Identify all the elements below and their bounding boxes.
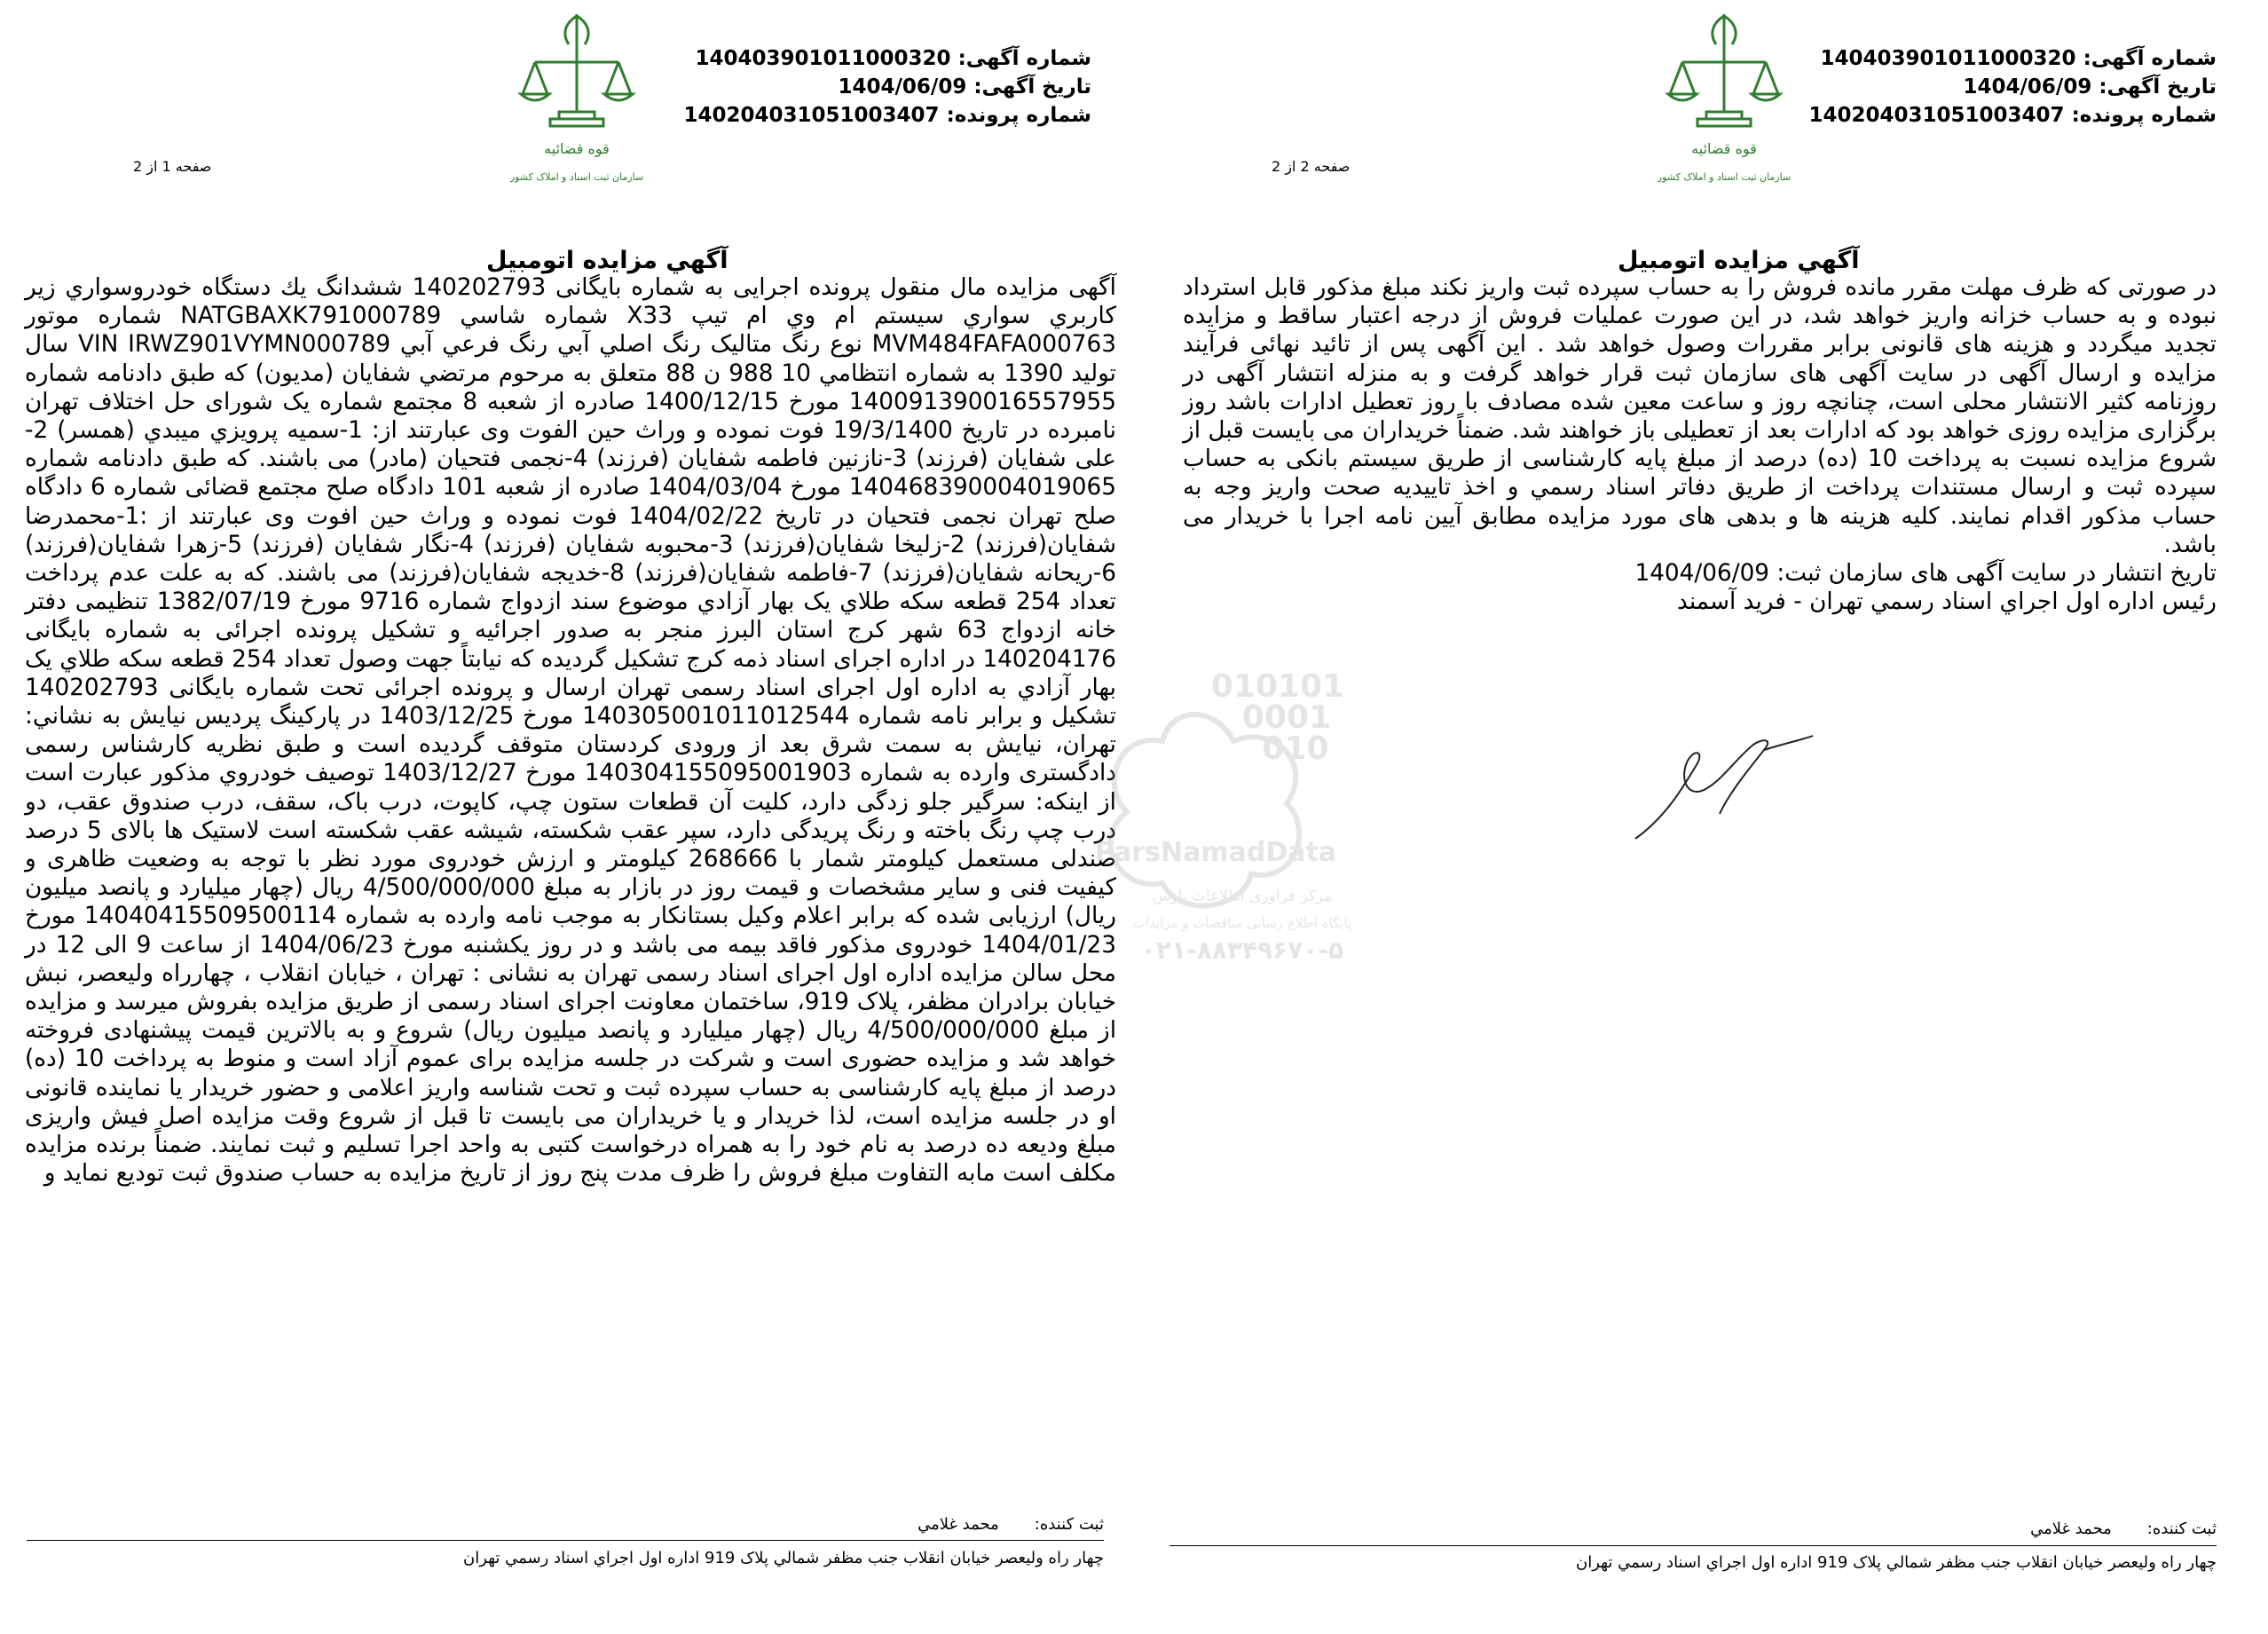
notice-number: 140403901011000320 bbox=[695, 47, 951, 70]
svg-text:ParsNamadData: ParsNamadData bbox=[1094, 837, 1337, 868]
notice-meta bbox=[1808, 44, 2217, 130]
svg-text:010: 010 bbox=[1262, 730, 1329, 767]
notice-number-row: شماره آگهی: 140403901011000320 bbox=[1820, 47, 2217, 70]
svg-text:0001: 0001 bbox=[1241, 699, 1332, 736]
svg-text:010101: 010101 bbox=[1210, 670, 1345, 705]
page-indicator: صفحه 2 از 2 bbox=[1272, 158, 1351, 175]
file-number-row: شماره پرونده: 140204031051003407 bbox=[1808, 104, 2217, 127]
svg-text:۰۲۱-۸۸۳۴۹۶۷۰-۵: ۰۲۱-۸۸۳۴۹۶۷۰-۵ bbox=[1140, 935, 1344, 965]
file-number: 140204031051003407 bbox=[683, 104, 940, 127]
notice-date-row: تاریخ آگهی: 1404/06/09 bbox=[838, 75, 1091, 99]
file-number-row: شماره پرونده: 140204031051003407 bbox=[683, 104, 1091, 127]
svg-text:پایگاه اطلاع رسانی مناقصات و م: پایگاه اطلاع رسانی مناقصات و مزایدات bbox=[1132, 915, 1352, 931]
registrar: ثبت كننده:محمد غلامي bbox=[917, 1515, 1104, 1534]
svg-text:قوه قضائیه: قوه قضائیه bbox=[544, 140, 610, 157]
svg-text:مرکز فراوری اطلاعات پارس: مرکز فراوری اطلاعات پارس bbox=[1152, 888, 1333, 905]
publish-date-row: تاريخ انتشار در سايت آگهی های سازمان ثبت: 1404/06/09 bbox=[1634, 560, 2217, 588]
registrar-name: محمد غلامي bbox=[2030, 1520, 2112, 1538]
publish-date: 1404/06/09 bbox=[1634, 560, 1770, 588]
svg-text:قوه قضائیه: قوه قضائیه bbox=[1691, 140, 1757, 157]
notice-date-row: تاریخ آگهی: 1404/06/09 bbox=[1963, 75, 2217, 99]
footer-divider bbox=[27, 1540, 1104, 1541]
file-number: 140204031051003407 bbox=[1808, 104, 2065, 127]
notice-page-2 bbox=[1134, 0, 2268, 1634]
notice-meta bbox=[683, 44, 1091, 130]
svg-text:سازمان ثبت اسناد و املاک کشور: سازمان ثبت اسناد و املاک کشور bbox=[510, 171, 643, 183]
signature-icon bbox=[1631, 732, 1817, 848]
notice-body-paragraph: در صورتی که ظرف مهلت مقرر مانده فروش را به حساب سپرده ثبت واريز نکند مبلغ مذکور قابل استرداد نبوده و به حساب خزانه واريز خواهد شد، در اين صورت عمليات فروش از درجه اعتبار ساقط و مزايده تجديد ميگردد و هزينه های قانونی برابر مقررات وصول خواهد شد . اين آگهی پس از تائيد نهائی فرآيند مزايده و ارسال آگهی در سايت آگهی های سازمان ثبت قرار خواهد گرفت و به منزله انتشار آگهی در روزنامه کثير الانتشار محلی است، چنانچه روز و ساعت معين شده مصادف با روز تعطيل ادارات باشد روز برگزاری مزايده روزی خواهد بود که ادارات بعد از تعطيلی باز خواهند شد. ضمناً خريداران می بايست قبل از شروع مزايده نسبت به پرداخت 10 (ده) درصد از مبلغ پايه کارشناسی از طريق سيستم بانکی به حساب سپرده ثبت و ارسال مستندات پرداخت از طريق دفاتر اسناد رسمي و اخذ تاييديه صحت واريز وجه به حساب مذکور اقدام نمايند. کليه هزينه ها و بدهی های مورد مزايده مطابق آيين نامه اجرا با خريدار می باشد. bbox=[1183, 274, 2217, 558]
footer-divider bbox=[1169, 1545, 2217, 1546]
notice-date: 1404/06/09 bbox=[838, 75, 967, 99]
page-indicator: صفحه 1 از 2 bbox=[133, 158, 212, 175]
notice-date: 1404/06/09 bbox=[1963, 75, 2092, 99]
judiciary-emblem-icon bbox=[1658, 7, 1791, 198]
notice-number: 140403901011000320 bbox=[1820, 47, 2076, 70]
notice-title: آگهي مزايده اتومبيل bbox=[486, 247, 728, 274]
office-address: چهار راه وليعصر خيابان انقلاب جنب مظفر شمالي پلاک 919 اداره اول اجراي اسناد رسمي تهران bbox=[462, 1549, 1104, 1567]
notice-body bbox=[1183, 273, 2217, 616]
notice-body: آگهی مزایده مال منقول پرونده اجرایی به شماره بایگانی 140202793 ششدانگ يك دستگاه خودروسواري زير كاربري سواري سيستم ام وي ام تيپ X33 شماره شاسي NATGBAXK791000789 شماره موتور MVM484FAFA000763 نوع رنگ متاليک رنگ اصلي آبي رنگ فرعي آبي VIN IRWZ901VYMN000789 سال توليد 1390 به شماره انتظامي 10 988 ن 88 متعلق به مرحوم مرتضي شفايان (مديون) که طبق دادنامه شماره 140091390016557955 مورخ 1400/12/15 صادره از شعبه 8 مجتمع شماره یک شورای حل اختلاف تهران نامبرده در تاريخ 19/3/1400 فوت نموده و وراث حين الفوت وی عبارتند از: 1-سميه پرويزي ميبدي (همسر) 2-علی شفايان (فرزند) 3-نازنين فاطمه شفايان (فرزند) 4-نجمی فتحيان (مادر) می باشند. که طبق دادنامه شماره 140468390004019065 مورخ 1404/03/04 صادره از شعبه 101 دادگاه صلح مجتمع قضائی شماره 6 دادگاه صلح تهران نجمی فتحيان در تاريخ 1404/02/22 فوت نموده و وراث حين افوت وی عبارتند از :1-محمدرضا شفايان(فرزند) 2-زليخا شفايان(فرزند) 3-محبوبه شفايان (فرزند) 4-نگار شفايان (فرزند) 5-زهرا شفايان(فرزند) 6-ريحانه شفايان(فرزند) 7-فاطمه شفايان(فرزند) 8-خديجه شفايان(فرزند) می باشند. که به علت عدم پرداخت تعداد 254 قطعه سکه طلاي يک بهار آزادي موضوع سند ازدواج شماره 9716 مورخ 1382/07/19 تنظيمی دفتر خانه ازدواج 63 شهر کرج استان البرز منجر به صدور اجرائيه و تشکيل پرونده اجرائی به شماره بايگانی 140204176 در اداره اجرای اسناد ذمه کرج تشکيل گرديده که نيابتاً جهت وصول تعداد 254 قطعه سکه طلاي يک بهار آزادي به اداره اول اجرای اسناد رسمی تهران ارسال و پرونده اجرائی تحت شماره بايگانی 140202793 تشکيل و برابر نامه شماره 140305001011012544 مورخ 1403/12/25 در پارکينگ پرديس نيايش به نشاني: تهران، نيايش به سمت شرق بعد از ورودی کردستان متوقف گرديده است و طبق نظريه کارشناس رسمی دادگستری وارده به شماره 140304155095001903 مورخ 1403/12/27 توصيف خودروي مذكور عبارت است از اينکه: سرگير جلو زدگی دارد، کليت آن قطعات ستون چپ، کاپوت، درب باک، سقف، درب صندوق عقب، دو درب چپ رنگ باخته و رنگ پريدگی دارد، سپر عقب شکسته، شيشه عقب شکسته است لاستيک ها بالای 5 درصد صندلی مستعمل کيلومتر شمار با 268666 کيلومتر و ارزش خودروی مورد نظر با توجه به وضعيت ظاهری و کيفيت فنی و ساير مشخصات و قيمت روز در بازار به مبلغ 4/500/000/000 ريال (چهار ميليارد و پانصد ميليون ريال) ارزيابی شده که برابر اعلام وکيل بستانکار به موجب نامه وارده به شماره 14040415509500114 مورخ 1404/01/23 خودروی مذکور فاقد بيمه می باشد و در روز يکشنبه مورخ 1404/06/23 از ساعت 9 الی 12 در محل سالن مزايده اداره اول اجرای اسناد رسمی تهران به نشانی : تهران ، خيابان انقلاب ، چهارراه وليعصر، نبش خيابان برادران مظفر، پلاک 919، ساختمان معاونت اجرای اسناد رسمی از طريق مزايده بفروش ميرسد و مزايده از مبلغ 4/500/000/000 ريال (چهار ميليارد و پانصد ميليون ريال) شروع و به بالاترين قيمت پيشنهادی فروخته خواهد شد و مزايده حضوری است و شرکت در جلسه مزايده برای عموم آزاد است و منوط به پرداخت 10 (ده) درصد از مبلغ پايه کارشناسی به حساب سپرده ثبت و تحت شناسه واريز اعلامی و حضور خريدار يا نماينده قانونی او در جلسه مزايده است، لذا خريدار و يا خريداران می بايست تا قبل از شروع وقت مزايده اصل فيش واريزی مبلغ وديعه ده درصد به نام خود را به همراه درخواست کتبی به واحد اجرا تسليم و ثبت نمايند. ضمناً برنده مزايده مکلف است مابه التفاوت مبلغ فروش را ظرف مدت پنج روز از تاريخ مزايده به حساب صندوق ثبت توديع نمايد و bbox=[25, 274, 1117, 1188]
signer-line: رئيس اداره اول اجراي اسناد رسمي تهران - فريد آسمند bbox=[1677, 588, 2217, 616]
office-address: چهار راه وليعصر خيابان انقلاب جنب مظفر شمالي پلاک 919 اداره اول اجراي اسناد رسمي تهران bbox=[1575, 1553, 2217, 1572]
notice-title: آگهي مزايده اتومبيل bbox=[1618, 247, 1860, 274]
registrar-name: محمد غلامي bbox=[917, 1515, 999, 1534]
notice-number-row: شماره آگهی: 140403901011000320 bbox=[695, 47, 1091, 70]
registrar: ثبت كننده:محمد غلامي bbox=[2030, 1520, 2217, 1538]
judiciary-emblem-icon bbox=[510, 7, 643, 198]
svg-text:سازمان ثبت اسناد و املاک کشور: سازمان ثبت اسناد و املاک کشور bbox=[1658, 171, 1791, 183]
